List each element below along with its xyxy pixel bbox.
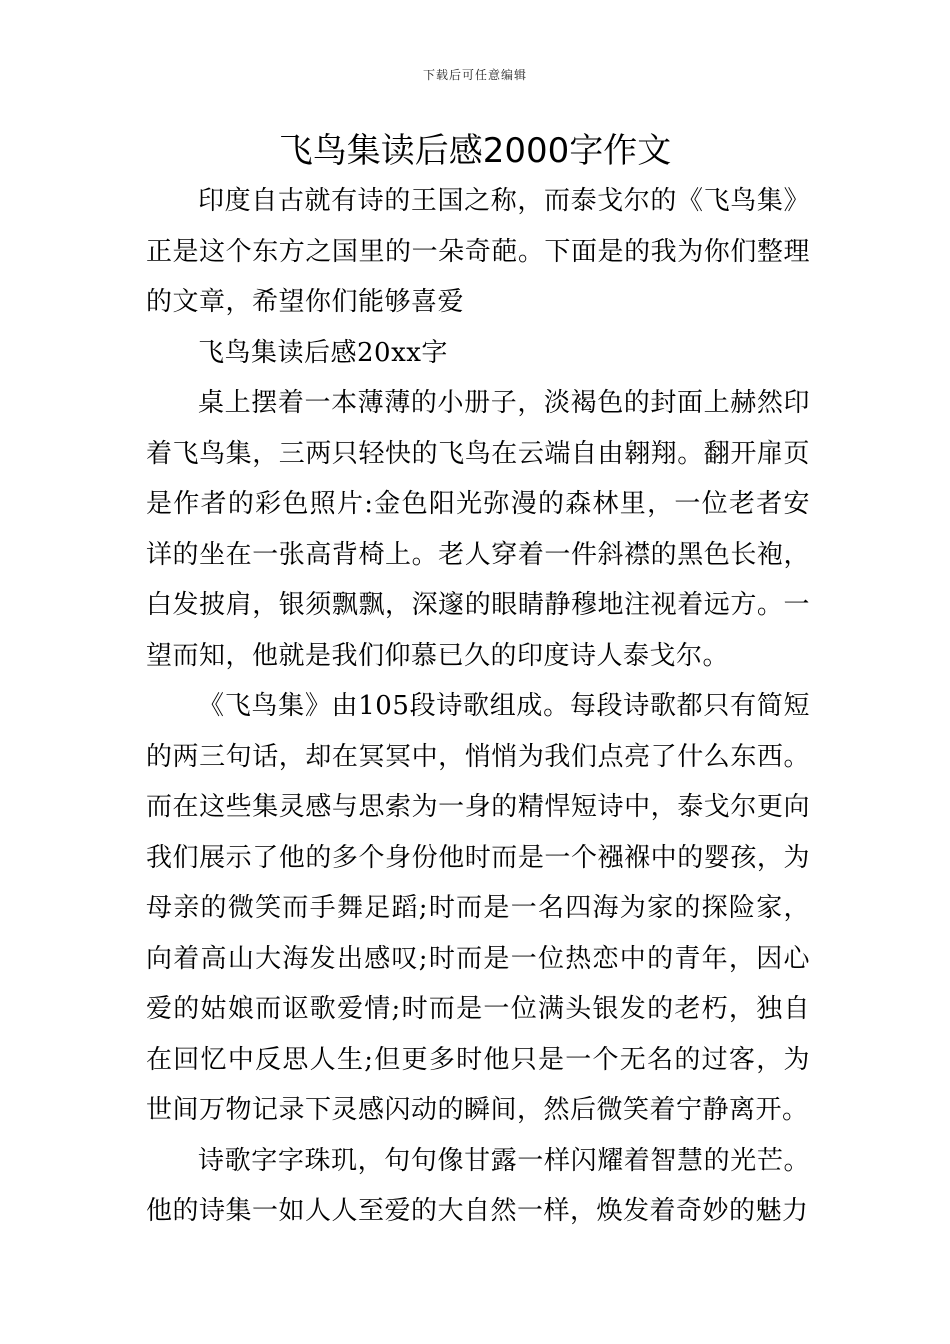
- document-body: [146, 176, 810, 1237]
- paragraph-poems-overview: 《飞鸟集》由105段诗歌组成。每段诗歌都只有简短的两三句话，却在冥冥中，悄悄为我们点亮了什么东西。而在这些集灵感与思索为一身的精悍短诗中，泰戈尔更向我们展示了他的多个身份他时而是一个襁褓中的婴孩，为母亲的微笑而手舞足蹈;时而是一名四海为家的探险家，向着高山大海发出感叹;时而是一位热恋中的青年，因心爱的姑娘而讴歌爱情;时而是一位满头银发的老朽，独自在回忆中反思人生;但更多时他只是一个无名的过客，为世间万物记录下灵感闪动的瞬间，然后微笑着宁静离开。: [146, 691, 810, 1125]
- paragraph-book-description: 桌上摆着一本薄薄的小册子，淡褐色的封面上赫然印着飞鸟集，三两只轻快的飞鸟在云端自由翱翔。翻开扉页是作者的彩色照片:金色阳光弥漫的森林里，一位老者安详的坐在一张高背椅上。老人穿着一件斜襟的黑色长袍，白发披肩，银须飘飘，深邃的眼睛静穆地注视着远方。一望而知，他就是我们仰慕已久的印度诗人泰戈尔。: [146, 388, 810, 671]
- paragraph-subtitle: 飞鸟集读后感20xx字: [198, 337, 448, 368]
- document-title: 飞鸟集读后感2000字作文: [278, 131, 672, 171]
- header-note: 下载后可任意编辑: [422, 68, 527, 82]
- paragraph-poetry-praise: 诗歌字字珠玑，句句像甘露一样闪耀着智慧的光芒。他的诗集一如人人至爱的大自然一样，焕发着奇妙的魅力: [146, 1145, 810, 1226]
- paragraph-intro: 印度自古就有诗的王国之称，而泰戈尔的《飞鸟集》正是这个东方之国里的一朵奇葩。下面是的我为你们整理的文章，希望你们能够喜爱: [146, 186, 810, 317]
